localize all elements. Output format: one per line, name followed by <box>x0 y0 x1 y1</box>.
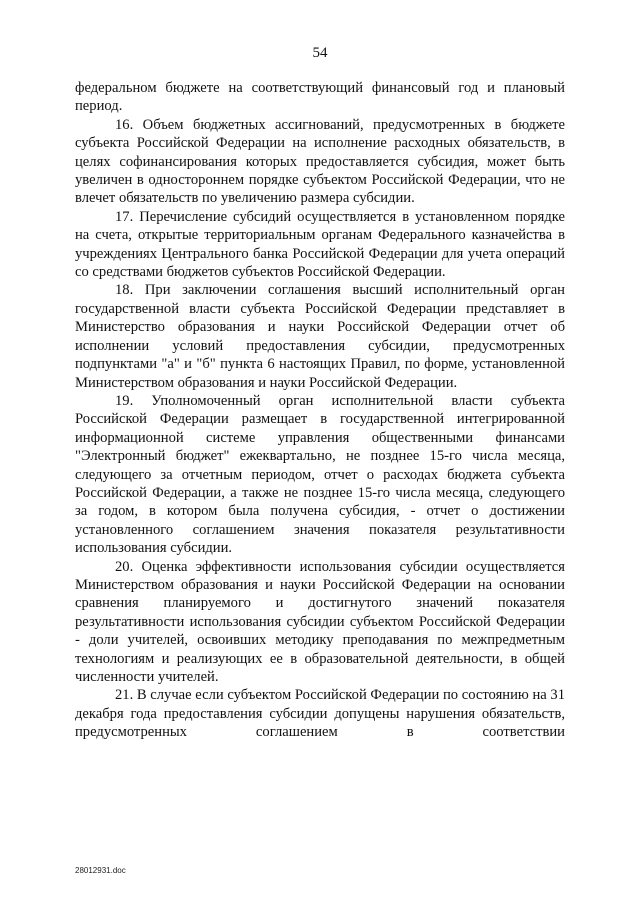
paragraph-18: 18. При заключении соглашения высший исполнительный орган государственной власти субъекта Российской Федерации представляет в Министерство образования и науки Российской Федерации отчет об исполнении условий предоставления субсидии, предусмотренных подпунктами "а" и "б" пункта 6 настоящих Правил, по форме, установленной Министерством образования и науки Российской Федерации. <box>75 282 565 391</box>
page-number: 54 <box>312 45 328 61</box>
paragraph-21: 21. В случае если субъектом Российской Федерации по состоянию на 31 декабря года предоставления субсидии допущены нарушения обязательств, предусмотренных соглашением в соответствии <box>75 687 565 741</box>
paragraph-17: 17. Перечисление субсидий осуществляется в установленном порядке на счета, открытые территориальным органам Федерального казначейства в учреждениях Центрального банка Российской Федерации для учета операций со средствами бюджетов субъектов Российской Федерации. <box>75 208 565 281</box>
paragraph-20: 20. Оценка эффективности использования субсидии осуществляется Министерством образования и науки Российской Федерации на основании сравнения планируемого и достигнутого значений показателя результативности использования субсидии субъектом Российской Федерации - доли учителей, освоивших методику преподавания по межпредметным технологиям и реализующих ее в образовательной деятельности, в общей численности учителей. <box>75 558 565 685</box>
document-body <box>75 79 565 742</box>
paragraph-continuation: федеральном бюджете на соответствующий финансовый год и плановый период. <box>75 80 565 115</box>
paragraph-16: 16. Объем бюджетных ассигнований, предусмотренных в бюджете субъекта Российской Федерации на исполнение расходных обязательств, в целях софинансирования которых предоставляется субсидия, может быть увеличен в одностороннем порядке субъектом Российской Федерации, что не влечет обязательств по увеличению размера субсидии. <box>75 116 565 207</box>
footer-file-code: 28012931.doc <box>75 866 126 875</box>
paragraph-19: 19. Уполномоченный орган исполнительной власти субъекта Российской Федерации размещает в государственной интегрированной информационной системе управления общественными финансами "Электронный бюджет" ежеквартально, не позднее 15-го числа месяца, следующего за отчетным периодом, отчет о расходах бюджета субъекта Российской Федерации, а также не позднее 15-го числа месяца, следующего за годом, в котором была получена субсидия, - отчет о достижении установленного соглашением значения показателя результативности использования субсидии. <box>75 392 565 557</box>
